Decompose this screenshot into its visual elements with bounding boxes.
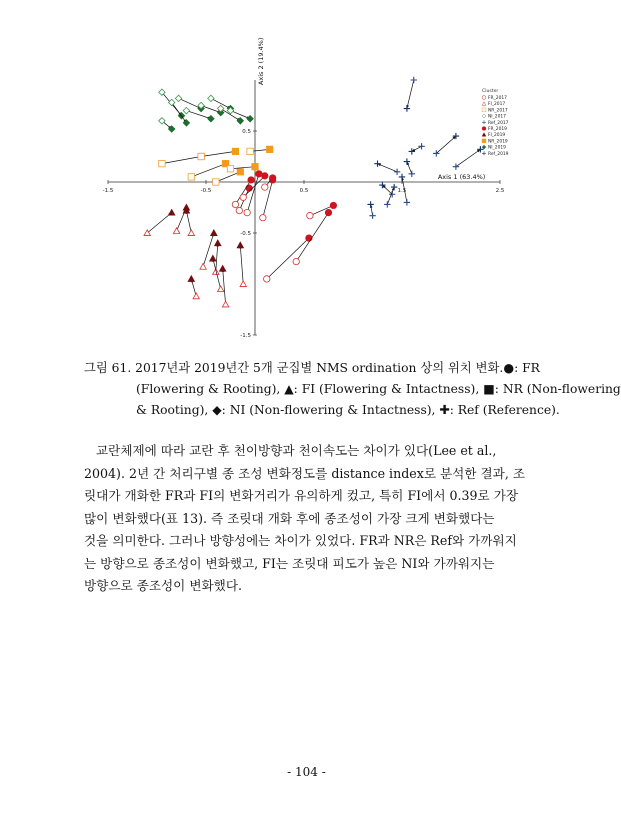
ref-trajectory-line bbox=[407, 80, 414, 109]
ref-2017-point bbox=[384, 201, 390, 207]
legend-marker bbox=[482, 120, 486, 124]
y-axis-label: Axis 2 (19.4%) bbox=[257, 37, 265, 86]
legend-label: FI_2017 bbox=[488, 102, 506, 108]
legend-title: Cluster bbox=[482, 89, 499, 94]
caption-nr-desc: & Rooting), bbox=[136, 403, 213, 417]
caption-ref-text: : Ref (Reference). bbox=[449, 403, 560, 417]
legend-label: FR_2017 bbox=[488, 96, 507, 101]
legend-label: NR_2019 bbox=[488, 139, 508, 145]
caption-fr-text: : FR bbox=[514, 361, 540, 375]
caption-ni-text: : NI (Non-flowering & Intactness), bbox=[221, 403, 440, 417]
fi-trajectory-line bbox=[203, 233, 214, 267]
x-tick-label: 2.5 bbox=[495, 188, 505, 194]
nr-2019-point bbox=[237, 169, 243, 175]
fr-2019-point bbox=[330, 202, 336, 208]
fi-2019-point bbox=[169, 209, 175, 215]
fr-2017-point bbox=[240, 194, 246, 200]
fi-2017-point bbox=[200, 263, 206, 269]
nr-2017-point bbox=[227, 166, 233, 172]
legend-marker bbox=[482, 114, 486, 118]
fr-2019-point bbox=[325, 209, 331, 215]
fr-2019-point bbox=[262, 173, 268, 179]
nr-2019-point bbox=[267, 146, 273, 152]
ref-2019-point bbox=[404, 158, 410, 164]
fi-trajectory-line bbox=[223, 269, 226, 305]
ref-2017-point bbox=[453, 164, 459, 170]
nr-2017-point bbox=[247, 148, 253, 154]
legend-marker bbox=[482, 127, 486, 131]
fi-2017-point bbox=[240, 281, 246, 287]
body-line: 교란체제에 따라 교란 후 천이방향과 천이속도는 차이가 있다(Lee et al., bbox=[96, 443, 497, 458]
nr-trajectory-line bbox=[201, 151, 235, 156]
legend-label: Ref_2017 bbox=[488, 120, 509, 126]
ref-trajectory-line bbox=[456, 149, 481, 166]
fr-2019-point bbox=[306, 235, 312, 241]
legend-marker bbox=[482, 151, 486, 155]
legend-label: NR_2017 bbox=[488, 108, 508, 114]
ref-2017-point bbox=[411, 77, 417, 83]
fr-trajectory-line bbox=[267, 238, 309, 279]
fi-2019-point bbox=[210, 255, 216, 261]
fi-2019-point bbox=[188, 276, 194, 282]
ni-2017-point bbox=[208, 95, 214, 101]
fr-2017-point bbox=[307, 212, 313, 218]
ref-2017-point bbox=[369, 212, 375, 218]
nms-ordination-chart bbox=[80, 37, 520, 350]
legend-marker bbox=[482, 145, 486, 149]
ni-trajectory-line bbox=[172, 102, 187, 122]
nr-trajectory-line bbox=[216, 172, 241, 182]
body-line: 는 방향으로 종조성이 변화했고, FI는 조릿대 피도가 높은 NI와 가까워지는 bbox=[84, 555, 495, 571]
ref-trajectory-line bbox=[436, 136, 456, 153]
legend-marker bbox=[482, 102, 486, 105]
fi-2017-point bbox=[188, 230, 194, 236]
fr-2017-point bbox=[236, 207, 242, 213]
x-tick-label: 1.5 bbox=[397, 188, 407, 194]
caption-fr-desc: (Flowering & Rooting), bbox=[136, 382, 285, 396]
fi-2017-point bbox=[193, 293, 199, 299]
ref-2017-point bbox=[418, 143, 424, 149]
nr-2019-point bbox=[232, 148, 238, 154]
nr-2019-point bbox=[252, 164, 258, 170]
ref-2019-point bbox=[404, 105, 410, 111]
fr-2019-point bbox=[256, 171, 262, 177]
legend-label: NI_2019 bbox=[488, 145, 506, 151]
fi-2017-point bbox=[173, 228, 179, 234]
body-paragraph bbox=[84, 440, 532, 598]
body-line: 2004). 2년 간 처리구별 종 조성 변화정도를 distance index로 분석한 결과, 조 bbox=[84, 465, 525, 481]
y-tick-label: 0.5 bbox=[242, 129, 251, 135]
x-axis-label: Axis 1 (63.4%) bbox=[437, 173, 486, 181]
fi-trajectory-line bbox=[186, 211, 191, 233]
body-line: 많이 변화했다(표 13). 즉 조릿대 개화 후에 종조성이 가장 크게 변화했다는 bbox=[84, 510, 495, 526]
ref-2017-point bbox=[394, 169, 400, 175]
ni-2019-point bbox=[208, 116, 214, 122]
fr-2017-point bbox=[244, 209, 250, 215]
body-line: 릿대가 개화한 FR과 FI의 변화거리가 유의하게 컸고, 특히 FI에서 0.39로 가장 bbox=[84, 488, 519, 503]
fr-2017-point bbox=[293, 258, 299, 264]
ni-trajectory-line bbox=[186, 111, 211, 119]
fr-2019-point bbox=[248, 177, 254, 183]
legend-label: NI_2017 bbox=[488, 114, 506, 120]
ref-symbol-icon: ✚ bbox=[439, 403, 450, 417]
fi-symbol-icon: ▲ bbox=[284, 382, 294, 396]
fr-2017-point bbox=[262, 184, 268, 190]
ref-2019-point bbox=[399, 174, 405, 180]
y-tick-label: -0.5 bbox=[240, 231, 251, 237]
body-line: 방향으로 종조성이 변화했다. bbox=[84, 578, 242, 593]
legend-label: FI_2019 bbox=[488, 133, 506, 139]
nr-symbol-icon: ■ bbox=[483, 382, 495, 396]
legend-marker bbox=[482, 133, 486, 136]
body-line: 것을 의미한다. 그러나 방향성에는 차이가 있었다. FR과 NR은 Ref와 가까워지 bbox=[84, 533, 517, 548]
legend-label: FR_2019 bbox=[488, 127, 507, 132]
caption-nr-text: : NR (Non-flowering bbox=[494, 382, 621, 396]
legend-marker bbox=[482, 139, 486, 143]
fr-2017-point bbox=[260, 215, 266, 221]
x-tick-label: 0.5 bbox=[299, 188, 309, 194]
ref-2017-point bbox=[404, 199, 410, 205]
nr-trajectory-line bbox=[191, 164, 225, 177]
fi-2019-point bbox=[215, 240, 221, 246]
nr-2017-point bbox=[198, 153, 204, 159]
legend-marker bbox=[482, 108, 486, 112]
fi-2019-point bbox=[237, 242, 243, 248]
legend-marker bbox=[482, 96, 486, 100]
nr-2017-point bbox=[159, 160, 165, 166]
page-number: - 104 - bbox=[287, 765, 326, 779]
ni-2017-point bbox=[169, 99, 175, 105]
legend-label: Ref_2019 bbox=[488, 151, 509, 157]
fi-2019-point bbox=[219, 266, 225, 272]
nr-2017-point bbox=[213, 179, 219, 185]
fi-2017-point bbox=[218, 286, 224, 292]
fr-2017-point bbox=[232, 201, 238, 207]
caption-fi-text: : FI (Flowering & Intactness), bbox=[293, 382, 484, 396]
x-tick-label: -1.5 bbox=[102, 188, 114, 194]
nr-trajectory-line bbox=[162, 157, 201, 164]
nr-2017-point bbox=[188, 174, 194, 180]
fi-trajectory-line bbox=[147, 213, 172, 233]
figure-caption bbox=[84, 358, 621, 421]
ni-2017-point bbox=[175, 95, 181, 101]
fi-2019-point bbox=[211, 230, 217, 236]
caption-lead: 그림 61. 2017년과 2019년간 5개 군집별 NMS ordination 상의 위치 변화. bbox=[84, 361, 504, 375]
ref-2017-point bbox=[409, 171, 415, 177]
ni-trajectory-line bbox=[179, 98, 202, 108]
fi-trajectory-line bbox=[240, 245, 243, 284]
ni-symbol-icon: ◆ bbox=[212, 403, 222, 417]
x-tick-label: -0.5 bbox=[200, 188, 212, 194]
ni-2017-point bbox=[183, 107, 189, 113]
fr-trajectory-line bbox=[296, 213, 328, 262]
fi-2017-point bbox=[144, 230, 150, 236]
ref-2019-point bbox=[391, 184, 397, 190]
fr-2017-point bbox=[264, 276, 270, 282]
ref-2019-point bbox=[367, 201, 373, 207]
fr-2019-point bbox=[269, 175, 275, 181]
fi-trajectory-line bbox=[216, 243, 218, 272]
fi-2017-point bbox=[222, 301, 228, 307]
y-tick-label: -1.5 bbox=[240, 333, 251, 339]
fr-symbol-icon: ● bbox=[503, 361, 515, 375]
